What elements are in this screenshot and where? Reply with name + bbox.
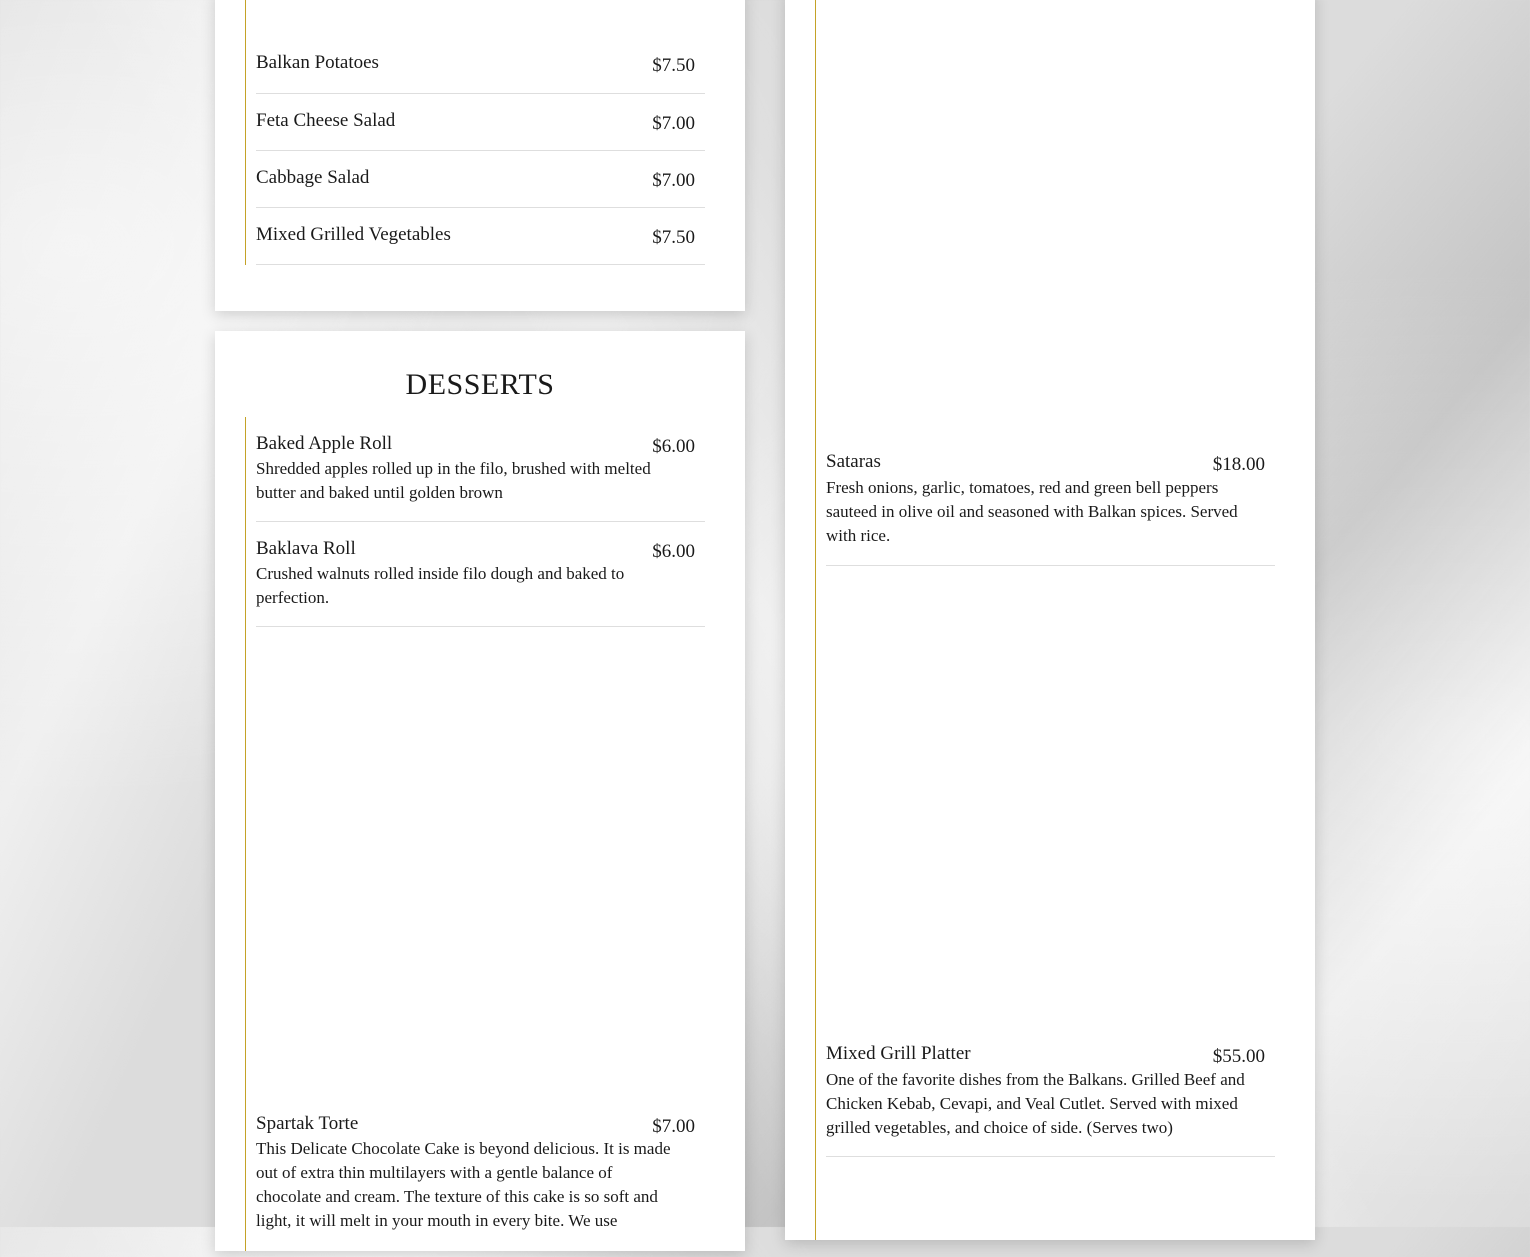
menu-item-name: Feta Cheese Salad	[256, 110, 396, 131]
item-image-space	[816, 0, 1275, 436]
menu-item	[256, 151, 705, 208]
menu-item-name: Baklava Roll	[256, 538, 356, 559]
menu-item-price: $55.00	[1212, 1046, 1265, 1067]
menu-item-price: $18.00	[1212, 454, 1265, 475]
menu-item	[256, 1097, 705, 1257]
menu-item-price: $7.50	[652, 227, 695, 248]
menu-item	[826, 1029, 1275, 1157]
menu-item-description: One of the favorite dishes from the Balkans. Grilled Beef and Chicken Kebab, Cevapi, and Veal Cutlet. Served with mixed grilled vegetables, and choice of side. (Serves two)	[826, 1070, 1245, 1137]
menu-item-name: Cabbage Salad	[256, 167, 370, 188]
menu-item-description: This Delicate Chocolate Cake is beyond delicious. It is made out of extra thin multilayers with a gentle balance of chocolate and cream. The texture of this cake is so soft and light, it will melt in your mouth in every bite. We use	[256, 1139, 671, 1230]
menu-item-description: Crushed walnuts rolled inside filo dough and baked to perfection.	[256, 564, 625, 607]
mains-menu-panel	[785, 0, 1315, 1240]
menu-item	[826, 436, 1275, 566]
section-title: DESSERTS	[405, 368, 555, 401]
mains-menu-list	[815, 0, 1275, 1240]
menu-item-name: Balkan Potatoes	[256, 52, 379, 73]
sides-menu-panel	[215, 0, 745, 311]
menu-item-name: Sataras	[826, 451, 881, 472]
sides-menu-list	[245, 0, 705, 265]
menu-item-description: Fresh onions, garlic, tomatoes, red and green bell peppers sauteed in olive oil and seasoned with Balkan spices. Served with rice.	[826, 478, 1238, 545]
item-image-space	[246, 627, 705, 1097]
menu-item	[256, 37, 705, 94]
desserts-menu-list	[245, 417, 705, 1251]
menu-item-name: Mixed Grilled Vegetables	[256, 224, 451, 245]
menu-item-price: $6.00	[652, 436, 695, 457]
desserts-menu-panel	[215, 331, 745, 1251]
menu-item-price: $6.00	[652, 541, 695, 562]
menu-item-description: Shredded apples rolled up in the filo, brushed with melted butter and baked until golden brown	[256, 459, 651, 502]
menu-item-name: Spartak Torte	[256, 1113, 359, 1134]
menu-item-name: Mixed Grill Platter	[826, 1043, 971, 1064]
menu-item-price: $7.00	[652, 1116, 695, 1137]
menu-item-price: $7.00	[652, 113, 695, 134]
menu-item	[256, 94, 705, 151]
menu-item-price: $7.00	[652, 170, 695, 191]
list-spacer	[246, 0, 705, 37]
menu-item-price: $7.50	[652, 55, 695, 76]
item-image-space	[816, 566, 1275, 1029]
menu-item	[256, 208, 705, 265]
menu-item	[256, 522, 705, 627]
menu-item-name: Baked Apple Roll	[256, 433, 393, 454]
menu-item	[256, 417, 705, 522]
